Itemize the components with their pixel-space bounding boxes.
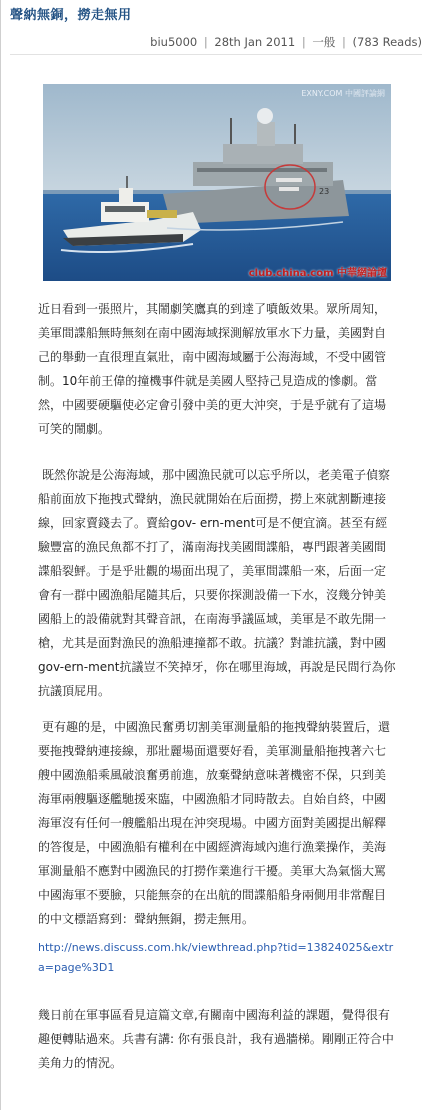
- article-paragraph-2: 既然你說是公海海域，那中國漁民就可以忘乎所以，老美電子偵察船前面放下拖拽式聲納，漁民就開始在后面撈，撈上來就割斷連接線，回家賣錢去了。賣給gov- ern-ment可是不便宜滴。甚至有經驗豐富的漁民魚都不打了，滿南海找美國間諜船，專門跟著美國間諜船裂鮃。于是乎壯觀的場面出現了，美軍間諜船一來，后面一定會有一群中國漁船尾隨其后，只要你探測設備一下水，沒幾分钟美國船上的設備就對其聲音訊，在南海爭議區域，美軍是不敢先開一槍，尤其是面對漁民的漁船連撞都不敢。抗議？對誰抗議，對中國gov-ern-ment抗議豈不笑掉牙，你在哪里海域，再說是民間行為你抗議頂屁用。: [38, 468, 396, 698]
- meta-separator: |: [301, 35, 306, 49]
- article-paragraph-3: 更有趣的是，中國漁民奮勇切割美軍測量船的拖拽聲納裝置后，還要拖拽聲納連接線，那壯麗場面還要好看，美軍測量船拖拽著六七艘中國漁船乘風破浪奮勇前進，放棄聲納意味著機密不保，只到美海軍兩艘驅逐艦馳援來臨，中國漁船才同時散去。自始自終，中國海軍沒有任何一艘艦船出現在沖突現場。中國方面對美國提出解釋的答復是，中國漁船有權利在中國經濟海域內進行漁業操作，美海軍測量船不應對中國漁民的打撈作業進行干擾。美軍大為氣惱大罵中國海軍不要臉，只能無奈的在出航的間諜船船身兩側用非常醒目的中文標語寫到：聲納無銅，撈走無用。: [38, 720, 391, 926]
- post-date: 28th Jan 2011: [214, 35, 296, 49]
- ship-photo: [43, 84, 391, 281]
- left-border: [0, 0, 1, 1110]
- ship-photo-illustration: [43, 84, 391, 281]
- article-paragraph-1: 近日看到一張照片，其鬧劇笑鷹真的到達了噴飯效果。眾所周知，美軍間諜船無時無刻在南中國海域探測解放軍水下力量，美國對自己的舉動一直很理直氣壯，南中國海域屬于公海海域，不受中國管制。10年前王偉的撞機事件就是美國人堅持己見造成的慘劇。當然，中國要硬驅使必定會引發中美的更大沖突，于是乎就有了這場可笑的鬧劇。: [38, 302, 387, 436]
- source-link[interactable]: http://news.discuss.com.hk/viewthread.php?tid=13824025&extra=page%3D1: [38, 941, 394, 974]
- post-title[interactable]: 聲納無銅，撈走無用: [10, 8, 132, 23]
- photo-watermark-bottom: club.china.com 中華網論壇: [248, 268, 387, 279]
- meta-separator: |: [203, 35, 208, 49]
- meta-divider: [10, 54, 422, 55]
- article-paragraph-4: 幾日前在軍事區看見這篇文章,有關南中國海利益的課題，覺得很有趣便轉貼過來。兵書有講: 你有張良計，我有過牆梯。剛剛正符合中美角力的情況。: [38, 1008, 394, 1070]
- post-author[interactable]: biu5000: [150, 35, 198, 49]
- post-reads: (783 Reads): [352, 35, 422, 49]
- ship-hull-number: 23: [319, 187, 330, 196]
- post-category[interactable]: 一般: [312, 35, 336, 49]
- post-meta: [150, 34, 422, 50]
- meta-separator: |: [342, 35, 346, 49]
- photo-watermark-top: EXNY.COM 中國評論網: [301, 89, 385, 98]
